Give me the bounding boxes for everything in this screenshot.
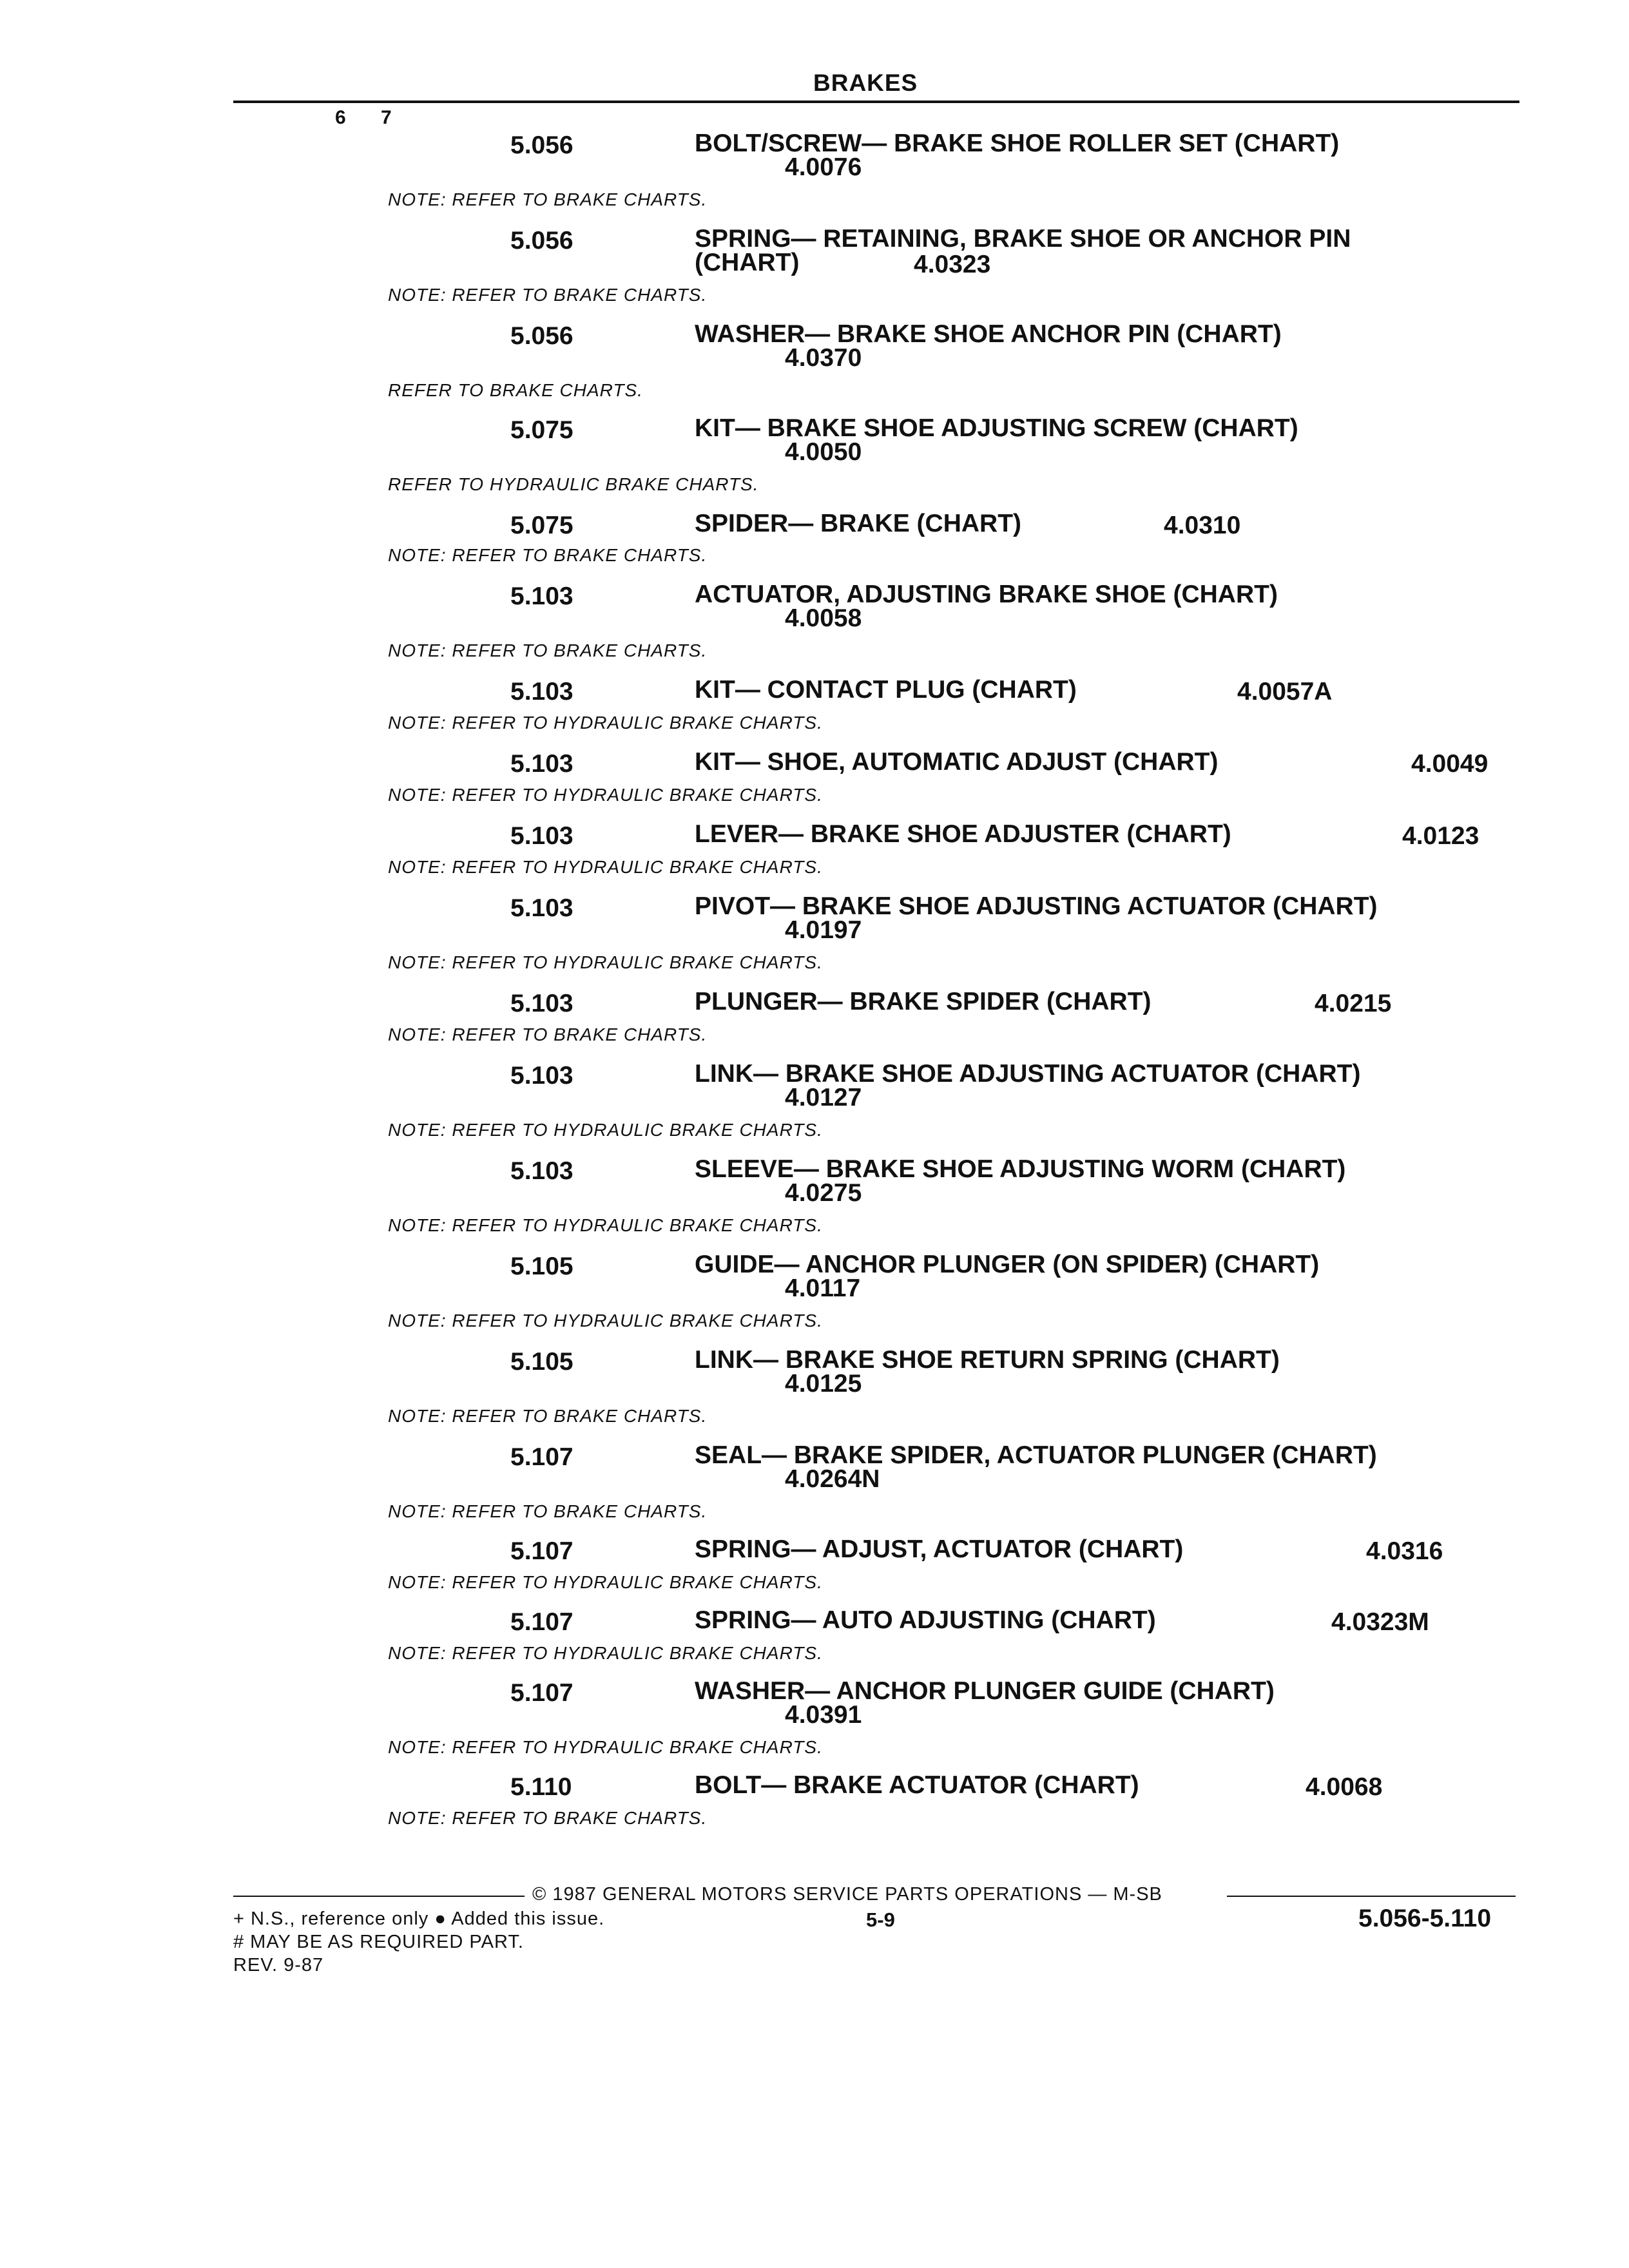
- part-number: 4.0127: [785, 1084, 862, 1111]
- part-description: [695, 1157, 1532, 1205]
- part-description: [695, 1348, 1532, 1396]
- part-number: 4.0057A: [1237, 678, 1333, 706]
- part-name: LINK— BRAKE SHOE RETURN SPRING (CHART): [695, 1346, 1280, 1374]
- part-name: KIT— SHOE, AUTOMATIC ADJUST (CHART): [695, 748, 1219, 776]
- part-note: NOTE: REFER TO HYDRAULIC BRAKE CHARTS.: [388, 785, 823, 805]
- part-note: NOTE: REFER TO BRAKE CHARTS.: [388, 1501, 708, 1521]
- part-number: 4.0123: [1402, 822, 1480, 850]
- part-note: NOTE: REFER TO HYDRAULIC BRAKE CHARTS.: [388, 1737, 823, 1757]
- part-number: 4.0117: [785, 1274, 861, 1302]
- part-number: 4.0125: [785, 1370, 862, 1398]
- part-name: ACTUATOR, ADJUSTING BRAKE SHOE (CHART): [695, 581, 1278, 608]
- section-code: 5.103: [510, 990, 574, 1017]
- part-name: SPRING— RETAINING, BRAKE SHOE OR ANCHOR PIN: [695, 225, 1351, 253]
- page-mark: 6: [335, 107, 346, 128]
- part-description: [695, 1679, 1532, 1727]
- part-name: PLUNGER— BRAKE SPIDER (CHART): [695, 988, 1152, 1015]
- part-number: 4.0323M: [1331, 1608, 1429, 1636]
- part-note: NOTE: REFER TO BRAKE CHARTS.: [388, 1024, 708, 1044]
- part-number: 4.0391: [785, 1701, 862, 1729]
- section-code: 5.056: [510, 131, 574, 159]
- section-code: 5.103: [510, 582, 574, 610]
- part-name: PIVOT— BRAKE SHOE ADJUSTING ACTUATOR (CHART): [695, 892, 1378, 920]
- part-note: NOTE: REFER TO BRAKE CHARTS.: [388, 189, 708, 209]
- page-mark: 7: [381, 107, 392, 128]
- part-name: SPIDER— BRAKE (CHART): [695, 510, 1021, 537]
- part-number: 4.0275: [785, 1179, 862, 1207]
- section-code: 5.056: [510, 322, 574, 350]
- part-name: WASHER— BRAKE SHOE ANCHOR PIN (CHART): [695, 320, 1282, 348]
- section-code: 5.107: [510, 1608, 574, 1636]
- part-number: 4.0323: [914, 251, 991, 278]
- part-number: 4.0264N: [785, 1465, 880, 1493]
- part-note: NOTE: REFER TO HYDRAULIC BRAKE CHARTS.: [388, 1643, 823, 1663]
- section-code: 5.103: [510, 750, 574, 778]
- page-number: 5-9: [866, 1908, 895, 1931]
- part-note: NOTE: REFER TO HYDRAULIC BRAKE CHARTS.: [388, 1572, 823, 1592]
- part-note: NOTE: REFER TO BRAKE CHARTS.: [388, 640, 708, 660]
- footer-rule-left: [233, 1896, 525, 1897]
- part-description: [695, 322, 1532, 370]
- part-name: LEVER— BRAKE SHOE ADJUSTER (CHART): [695, 820, 1231, 848]
- part-note: NOTE: REFER TO BRAKE CHARTS.: [388, 285, 708, 305]
- part-name: GUIDE— ANCHOR PLUNGER (ON SPIDER) (CHART): [695, 1251, 1320, 1278]
- part-number: 4.0076: [785, 153, 862, 181]
- section-code: 5.110: [510, 1773, 572, 1801]
- section-code: 5.103: [510, 822, 574, 850]
- part-note: REFER TO HYDRAULIC BRAKE CHARTS.: [388, 474, 759, 494]
- part-name: SLEEVE— BRAKE SHOE ADJUSTING WORM (CHART): [695, 1155, 1346, 1183]
- part-description: [695, 227, 1532, 274]
- part-number: 4.0197: [785, 916, 862, 944]
- part-name: KIT— BRAKE SHOE ADJUSTING SCREW (CHART): [695, 414, 1298, 442]
- part-description: [695, 1253, 1532, 1300]
- part-description: [695, 1443, 1532, 1491]
- part-name: SEAL— BRAKE SPIDER, ACTUATOR PLUNGER (CHART): [695, 1441, 1377, 1469]
- part-name-continued: (CHART): [695, 249, 800, 276]
- section-code: 5.075: [510, 512, 574, 539]
- part-number: 4.0215: [1315, 990, 1392, 1017]
- part-number: 4.0068: [1306, 1773, 1383, 1801]
- section-range: 5.056-5.110: [1358, 1905, 1492, 1932]
- part-note: NOTE: REFER TO BRAKE CHARTS.: [388, 1808, 708, 1828]
- part-note: NOTE: REFER TO HYDRAULIC BRAKE CHARTS.: [388, 1215, 823, 1235]
- section-code: 5.105: [510, 1348, 574, 1376]
- part-number: 4.0316: [1366, 1537, 1443, 1565]
- section-code: 5.107: [510, 1537, 574, 1565]
- part-note: NOTE: REFER TO BRAKE CHARTS.: [388, 545, 708, 565]
- revision-label: REV. 9-87: [233, 1955, 324, 1975]
- part-name: SPRING— AUTO ADJUSTING (CHART): [695, 1606, 1156, 1634]
- part-description: [695, 894, 1532, 942]
- part-description: [695, 582, 1532, 630]
- legend-line: + N.S., reference only ● Added this issue.: [233, 1908, 605, 1929]
- header-rule: [233, 101, 1519, 103]
- part-note: NOTE: REFER TO HYDRAULIC BRAKE CHARTS.: [388, 713, 823, 733]
- part-number: 4.0058: [785, 604, 862, 632]
- part-number: 4.0050: [785, 438, 862, 466]
- part-name: WASHER— ANCHOR PLUNGER GUIDE (CHART): [695, 1677, 1275, 1705]
- section-code: 5.107: [510, 1443, 574, 1471]
- part-note: REFER TO BRAKE CHARTS.: [388, 380, 643, 400]
- part-note: NOTE: REFER TO HYDRAULIC BRAKE CHARTS.: [388, 952, 823, 972]
- copyright-notice: © 1987 GENERAL MOTORS SERVICE PARTS OPERATIONS — M-SB: [532, 1884, 1162, 1905]
- part-name: LINK— BRAKE SHOE ADJUSTING ACTUATOR (CHART): [695, 1060, 1361, 1088]
- footer-rule-right: [1227, 1896, 1516, 1897]
- part-description: [695, 1062, 1532, 1110]
- section-code: 5.056: [510, 227, 574, 255]
- section-code: 5.107: [510, 1679, 574, 1707]
- part-name: BOLT— BRAKE ACTUATOR (CHART): [695, 1771, 1139, 1799]
- part-note: NOTE: REFER TO BRAKE CHARTS.: [388, 1406, 708, 1426]
- part-description: [695, 131, 1532, 179]
- section-code: 5.103: [510, 678, 574, 706]
- section-code: 5.105: [510, 1253, 574, 1280]
- part-name: BOLT/SCREW— BRAKE SHOE ROLLER SET (CHART): [695, 130, 1340, 157]
- part-note: NOTE: REFER TO HYDRAULIC BRAKE CHARTS.: [388, 1120, 823, 1140]
- part-number: 4.0370: [785, 344, 862, 372]
- section-code: 5.103: [510, 894, 574, 922]
- section-code: 5.103: [510, 1157, 574, 1185]
- section-code: 5.075: [510, 416, 574, 444]
- part-description: [695, 416, 1532, 464]
- part-name: SPRING— ADJUST, ACTUATOR (CHART): [695, 1535, 1184, 1563]
- page-title: BRAKES: [813, 70, 918, 96]
- section-code: 5.103: [510, 1062, 574, 1090]
- page-marks: [335, 107, 421, 129]
- part-note: NOTE: REFER TO HYDRAULIC BRAKE CHARTS.: [388, 857, 823, 877]
- legend-line: # MAY BE AS REQUIRED PART.: [233, 1932, 524, 1952]
- part-name: KIT— CONTACT PLUG (CHART): [695, 676, 1077, 704]
- part-note: NOTE: REFER TO HYDRAULIC BRAKE CHARTS.: [388, 1311, 823, 1331]
- part-number: 4.0310: [1164, 512, 1241, 539]
- part-number: 4.0049: [1411, 750, 1489, 778]
